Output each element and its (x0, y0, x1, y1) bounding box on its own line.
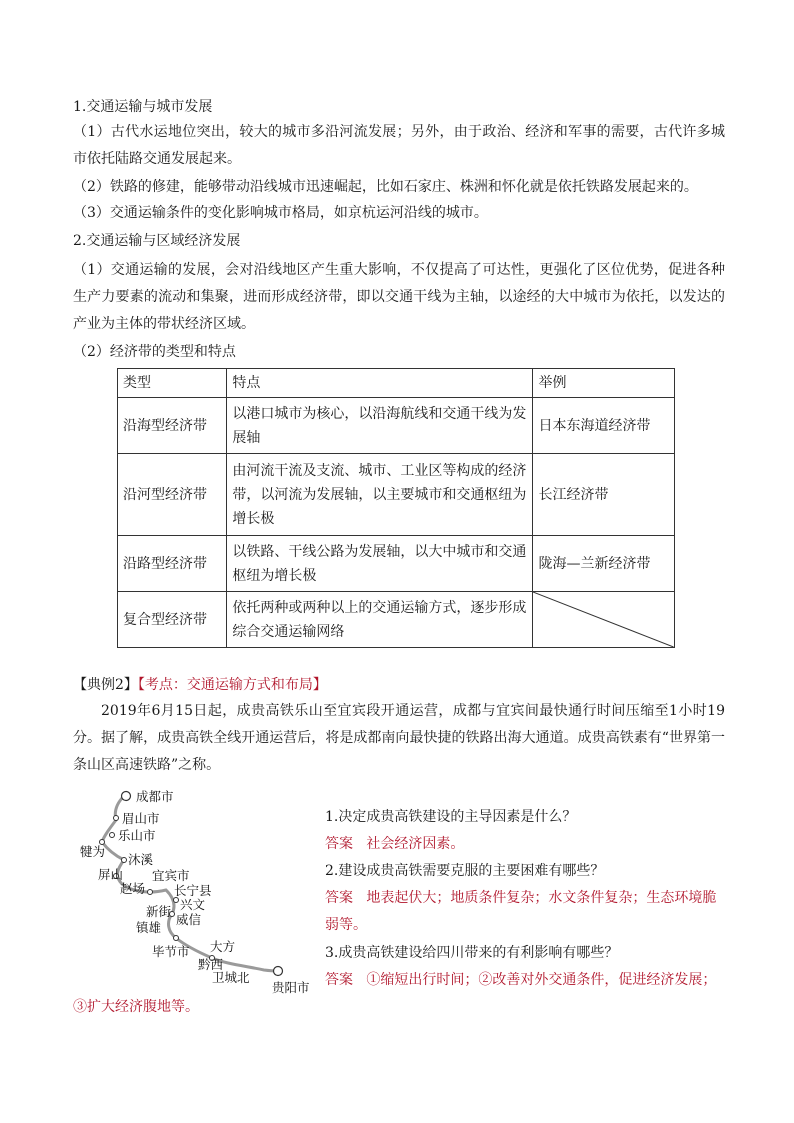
station-marker (174, 898, 179, 903)
station-marker (148, 890, 153, 895)
table-row (118, 592, 675, 648)
answer-label: 答案 (325, 972, 353, 988)
station-label: 新街 (146, 904, 172, 919)
example-intro: 2019年6月15日起，成贵高铁乐山至宜宾段开通运营，成都与宜宾间最快通行时间压缩至1小时19分。据了解，成贵高铁全线开通运营后，将是成都南向最快捷的铁路出海大通道。成贵高铁素有“世界第一条山区高速铁路”之称。 (73, 703, 725, 773)
answer-text: 社会经济因素。 (366, 836, 465, 852)
station-label: 毕节市 (152, 944, 190, 959)
table-cell-example: 日本东海道经济带 (533, 398, 675, 454)
example-header (73, 673, 723, 697)
question-2: 2.建设成贵高铁需要克服的主要困难有哪些？ (325, 863, 605, 879)
station-label: 镇雄 (136, 920, 162, 935)
station-marker (122, 858, 127, 863)
table-header-cell: 举例 (533, 369, 675, 398)
station-label: 成都市 (136, 789, 174, 804)
answer-label: 答案 (325, 836, 353, 852)
station-marker (114, 816, 119, 821)
table-cell-example: 长江经济带 (533, 454, 675, 536)
station-marker (174, 936, 179, 941)
answer-label: 答案 (325, 890, 353, 906)
railway-route-map (80, 780, 320, 995)
section1-paragraph-3: （3）交通运输条件的变化影响城市格局，如京杭运河沿线的城市。 (73, 205, 488, 221)
station-label: 大方 (210, 939, 236, 954)
start-station-marker (122, 792, 131, 801)
station-label: 贵阳市 (272, 980, 310, 995)
table-cell-type: 沿海型经济带 (118, 398, 227, 454)
section2-paragraph-2: （2）经济带的类型和特点 (73, 344, 236, 360)
question-3: 3.成贵高铁建设给四川带来的有利影响有哪些？ (325, 945, 619, 961)
table-row (118, 398, 675, 454)
question-1: 1.决定成贵高铁建设的主导因素是什么？ (325, 809, 577, 825)
diagonal-slash (533, 592, 674, 647)
station-label: 长宁县 (174, 883, 212, 898)
answer-1 (325, 831, 725, 858)
table-header-cell: 特点 (227, 369, 533, 398)
table-header-row (118, 369, 675, 398)
table-cell-feature: 以铁路、干线公路为发展轴，以大中城市和交通枢纽为增长极 (227, 536, 533, 592)
station-label: 兴文 (180, 897, 206, 912)
table-header-cell: 类型 (118, 369, 227, 398)
station-label: 乐山市 (118, 828, 156, 843)
section2-heading: 2.交通运输与区域经济发展 (73, 233, 241, 249)
table-cell-feature: 依托两种或两种以上的交通运输方式，逐步形成综合交通运输网络 (227, 592, 533, 648)
station-marker (110, 833, 115, 838)
example-topic: 【考点：交通运输方式和布局】 (137, 677, 327, 693)
station-label: 沐溪 (128, 852, 154, 867)
table-cell-feature: 以港口城市为核心，以沿海航线和交通干线为发展轴 (227, 398, 533, 454)
table-cell-type: 沿河型经济带 (118, 454, 227, 536)
table-cell-example-empty (533, 592, 675, 648)
station-label: 黔西 (198, 957, 224, 972)
station-label: 犍为 (80, 844, 106, 859)
section2-paragraph-1: （1）交通运输的发展，会对沿线地区产生重大影响，不仅提高了可达性，更强化了区位优势，促进各种生产力要素的流动和集聚，进而形成经济带，即以交通干线为主轴，以途经的大中城市为依托，以发达的产业为主体的带状经济区域。 (73, 262, 725, 332)
answer-2 (325, 885, 725, 939)
answer-3 (73, 967, 725, 1021)
station-label: 赵场 (120, 881, 146, 896)
station-label: 宜宾市 (152, 868, 190, 883)
answer-text: ①缩短出行时间；②改善对外交通条件，促进经济发展；③扩大经济腹地等。 (73, 972, 717, 1015)
table-row (118, 536, 675, 592)
table-cell-example: 陇海—兰新经济带 (533, 536, 675, 592)
station-label: 屏山 (98, 867, 124, 882)
station-label: 眉山市 (122, 811, 160, 826)
table-cell-type: 沿路型经济带 (118, 536, 227, 592)
section1-paragraph-1: （1）古代水运地位突出，较大的城市多沿河流发展；另外，由于政治、经济和军事的需要，古代许多城市依托陆路交通发展起来。 (73, 124, 725, 167)
section1-heading: 1.交通运输与城市发展 (73, 99, 213, 115)
answer-text: 地表起伏大；地质条件复杂；水文条件复杂；生态环境脆弱等。 (325, 890, 717, 933)
station-label: 卫城北 (212, 970, 250, 985)
table-cell-type: 复合型经济带 (118, 592, 227, 648)
section1-paragraph-2: （2）铁路的修建，能够带动沿线城市迅速崛起，比如石家庄、株洲和怀化就是依托铁路发展起来的。 (73, 179, 698, 195)
table-cell-feature: 由河流干流及支流、城市、工业区等构成的经济带，以河流为发展轴，以主要城市和交通枢纽为增长极 (227, 454, 533, 536)
example-tag: 【典例2】 (73, 677, 138, 693)
station-label: 威信 (176, 912, 202, 927)
economic-belt-table (117, 368, 675, 648)
table-row (118, 454, 675, 536)
